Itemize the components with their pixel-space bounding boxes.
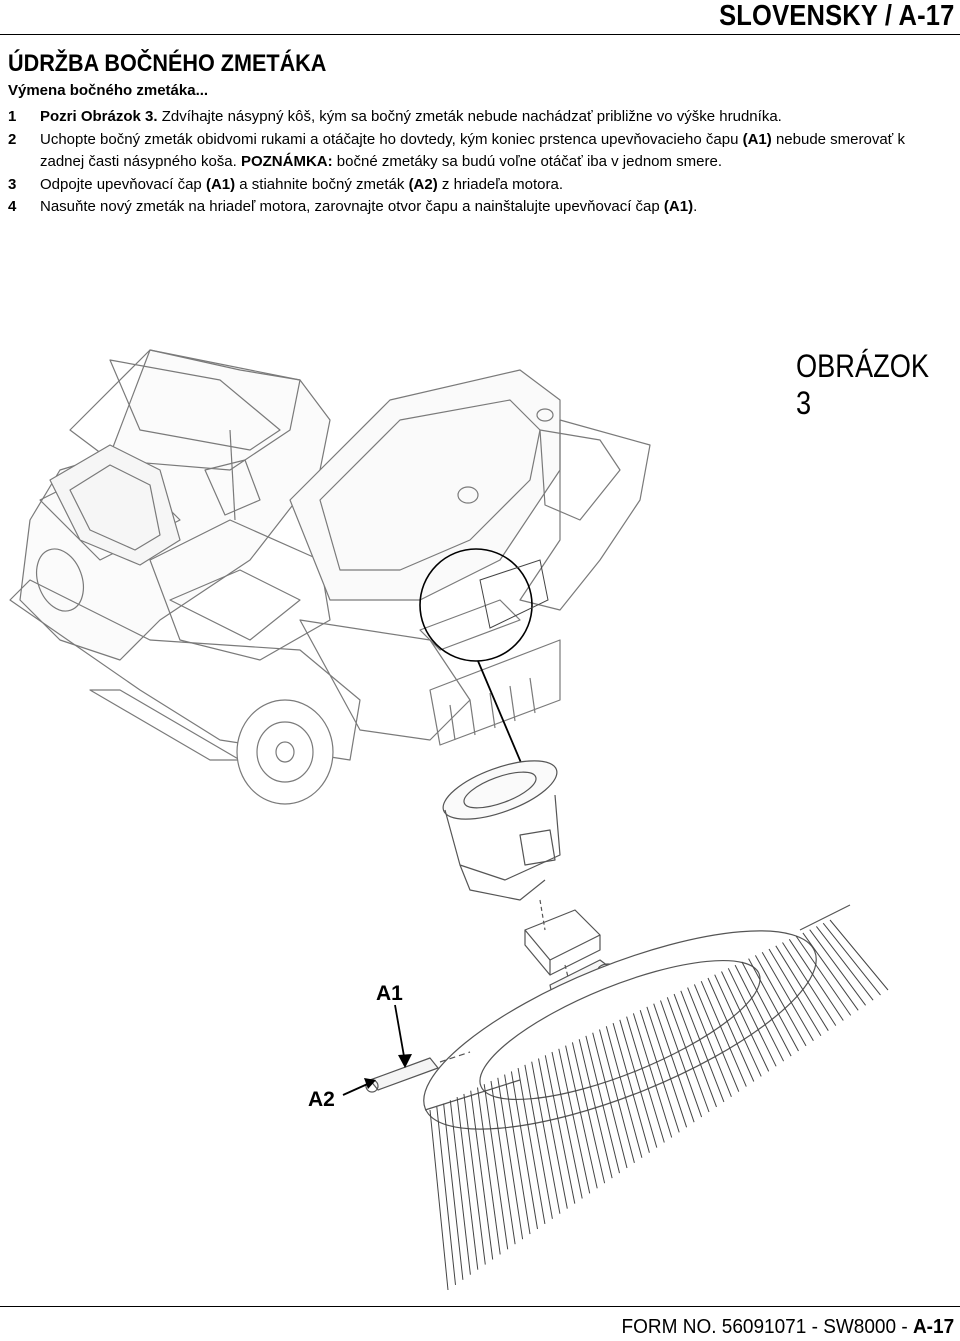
step-number: 1: [8, 108, 17, 125]
step-text: z hriadeľa motora.: [437, 175, 564, 193]
step-text: POZNÁMKA:: [240, 153, 333, 170]
step-text: Nasuňte nový zmeták na hriadeľ motora, zarovnajte otvor čapu a nainštalujte upevňovací čap: [40, 198, 664, 215]
step-number: 2: [8, 130, 17, 148]
step-number: 3: [8, 175, 17, 193]
callout-a1-leader: [395, 1005, 405, 1062]
footer-divider: [0, 1306, 960, 1307]
step-text: .: [693, 198, 698, 215]
footer-page-number: A-17: [912, 1316, 954, 1338]
side-broom-exploded-drawing: [366, 749, 850, 1169]
section-title: ÚDRŽBA BOČNÉHO ZMETÁKA: [8, 50, 327, 77]
step-number: 4: [8, 198, 17, 215]
step-text: Pozri Obrázok 3.: [40, 108, 162, 125]
header-title: SLOVENSKY / A-17: [718, 0, 954, 32]
detail-leader-line: [478, 661, 522, 765]
footer-form-number: FORM NO. 56091071 - SW8000 -: [621, 1316, 913, 1338]
step-text: Uchopte bočný zmeták obidvomi rukami a otáčajte ho dovtedy, kým koniec prstenca upevňovacieho čapu: [40, 130, 743, 148]
step-text: a stiahnite bočný zmeták: [235, 175, 409, 193]
step-text: (A1): [205, 175, 236, 193]
sweeper-machine-drawing: [10, 350, 650, 804]
step-text: (A1): [742, 130, 772, 148]
step-text: bočné zmetáky sa budú voľne otáčať iba v jednom smere.: [332, 153, 723, 170]
callout-a1: A1: [376, 982, 403, 1005]
bristle: [430, 1110, 448, 1290]
footer: [621, 1316, 954, 1339]
step-text: Zdvíhajte násypný kôš, kým sa bočný zmeták nebude nachádzať približne vo výške hrudníka.: [161, 108, 782, 125]
step-text: nebude smerovať k zadnej časti násypného koša.: [40, 130, 905, 170]
step-text: (A1): [663, 198, 694, 215]
detail-broom-shape: [480, 560, 548, 628]
section-subtitle: Výmena bočného zmetáka...: [8, 82, 209, 99]
figure-label: OBRÁZOK 3: [796, 348, 929, 421]
callout-a2: A2: [308, 1088, 335, 1111]
step-text: (A2): [408, 175, 438, 193]
bristle: [437, 1107, 456, 1285]
step-text: Odpojte upevňovací čap: [40, 175, 206, 193]
